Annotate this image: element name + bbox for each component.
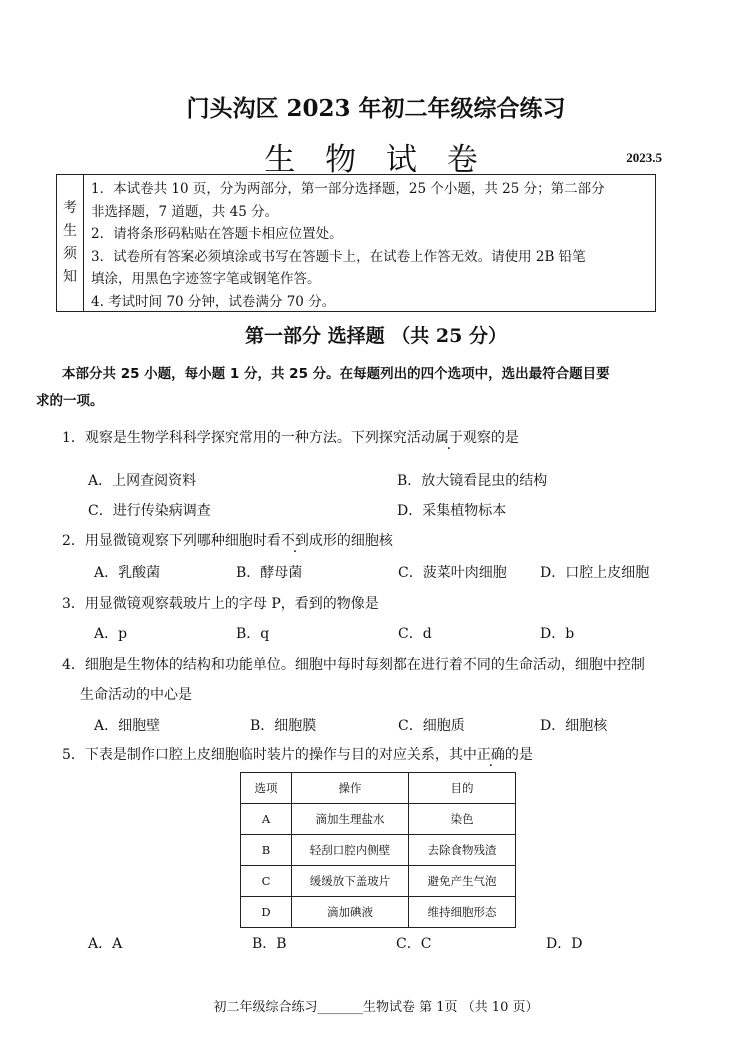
question-3-option-a: A．p <box>94 626 128 642</box>
table-cell: 去除食物残渣 <box>409 835 516 866</box>
emphasis-text: 属于 <box>434 430 463 446</box>
question-3-option-b: B．q <box>236 626 270 642</box>
question-1-option-d: D．采集植物标本 <box>397 503 507 519</box>
table-row <box>241 897 516 928</box>
question-5-stem <box>62 744 533 764</box>
question-5-stem-part: 5．下表是制作口腔上皮细胞临时装片的操作与目的对应关系，其中 <box>62 747 477 763</box>
table-cell: 缓缓放下盖玻片 <box>292 866 409 897</box>
notice-label-char: 知 <box>63 269 77 285</box>
question-2-option-d: D．口腔上皮细胞 <box>540 565 650 581</box>
notice-line: 1．本试卷共 10 页，分为两部分，第一部分选择题，25 个小题，共 25 分；第二部分 <box>91 181 605 197</box>
table-header-cell: 选项 <box>241 773 292 804</box>
emphasis-text: 正确 <box>476 747 505 763</box>
table-cell: 避免产生气泡 <box>409 866 516 897</box>
notice-line: 填涂，用黑色字迹签字笔或钢笔作答。 <box>91 271 321 287</box>
question-5-stem-part: 的是 <box>504 747 533 763</box>
table-cell: B <box>241 835 292 866</box>
table-row <box>241 804 516 835</box>
table-header-row <box>241 773 516 804</box>
notice-line: 3．试卷所有答案必须填涂或书写在答题卡上，在试卷上作答无效。请使用 2B 铅笔 <box>91 248 586 265</box>
notice-label <box>57 175 84 311</box>
question-1-stem <box>62 427 519 447</box>
question-3-stem: 3．用显微镜观察载玻片上的字母 P，看到的物像是 <box>62 596 379 612</box>
question-5-option-b: B．B <box>252 936 287 952</box>
page-footer: 初二年级综合练习_______生物试卷 第 1页 （共 10 页） <box>213 1000 539 1015</box>
question-1-stem-part: 观察的是 <box>462 430 519 446</box>
question-4-option-b: B．细胞膜 <box>250 718 317 734</box>
table-cell: 染色 <box>409 804 516 835</box>
question-5-option-a: A．A <box>88 936 123 952</box>
question-4-stem-line2: 生命活动的中心是 <box>80 687 192 703</box>
notice-body <box>91 178 649 313</box>
question-3-option-d: D．b <box>540 626 575 642</box>
section-intro-line2: 求的一项。 <box>36 393 104 409</box>
question-4-option-c: C．细胞质 <box>398 718 465 734</box>
question-2-option-b: B．酵母菌 <box>236 565 303 581</box>
notice-label-char: 须 <box>63 246 77 262</box>
table-header-cell: 目的 <box>409 773 516 804</box>
question-5-option-d: D．D <box>546 936 583 952</box>
question-1-stem-part: 1．观察是生物学科科学探究常用的一种方法。下列探究活动 <box>62 430 435 446</box>
question-1-option-a: A．上网查阅资料 <box>88 473 197 489</box>
exam-date: 2023.5 <box>626 150 662 165</box>
table-row <box>241 835 516 866</box>
question-2-stem <box>62 530 393 550</box>
question-3-option-c: C．d <box>398 626 432 642</box>
table-cell: D <box>241 897 292 928</box>
notice-label-char: 考 <box>63 200 77 216</box>
question-2-option-c: C．菠菜叶肉细胞 <box>398 565 507 581</box>
emphasis-text: 不到 <box>280 533 309 549</box>
notice-label-char: 生 <box>63 223 77 239</box>
table-row <box>241 866 516 897</box>
question-5-option-c: C．C <box>396 936 432 952</box>
table-cell: 轻刮口腔内侧壁 <box>292 835 409 866</box>
table-cell: 滴加碘液 <box>292 897 409 928</box>
question-1-option-b: B．放大镜看昆虫的结构 <box>397 473 548 489</box>
table-cell: C <box>241 866 292 897</box>
exam-title: 门头沟区 2023 年初二年级综合练习 <box>186 95 566 122</box>
notice-line: 非选择题，7 道题，共 45 分。 <box>91 203 279 220</box>
notice-line: 2．请将条形码粘贴在答题卡相应位置处。 <box>91 226 343 242</box>
question-4-option-d: D．细胞核 <box>540 718 608 734</box>
question-2-stem-part: 成形的细胞核 <box>308 533 393 549</box>
question-2-stem-part: 2．用显微镜观察下列哪种细胞时看 <box>62 533 281 549</box>
table-cell: 维持细胞形态 <box>409 897 516 928</box>
question-4-option-a: A．细胞壁 <box>94 718 161 734</box>
question-4-stem-line1: 4．细胞是生物体的结构和功能单位。细胞中每时每刻都在进行着不同的生命活动，细胞中控制 <box>62 657 645 673</box>
section-intro-line1: 本部分共 25 小题，每小题 1 分，共 25 分。在每题列出的四个选项中，选出最符合题目要 <box>62 366 610 382</box>
question-1-option-c: C．进行传染病调查 <box>88 503 211 519</box>
table-header-cell: 操作 <box>292 773 409 804</box>
table-cell: 滴加生理盐水 <box>292 804 409 835</box>
question-2-option-a: A．乳酸菌 <box>94 565 161 581</box>
subject-title: 生 物 试 卷 <box>264 142 488 178</box>
question-5-table <box>240 772 516 928</box>
table-cell: A <box>241 804 292 835</box>
section-title: 第一部分 选择题 （共 25 分） <box>245 325 507 347</box>
candidate-notice-box <box>56 174 656 312</box>
notice-line: 4. 考试时间 70 分钟，试卷满分 70 分。 <box>91 293 336 310</box>
